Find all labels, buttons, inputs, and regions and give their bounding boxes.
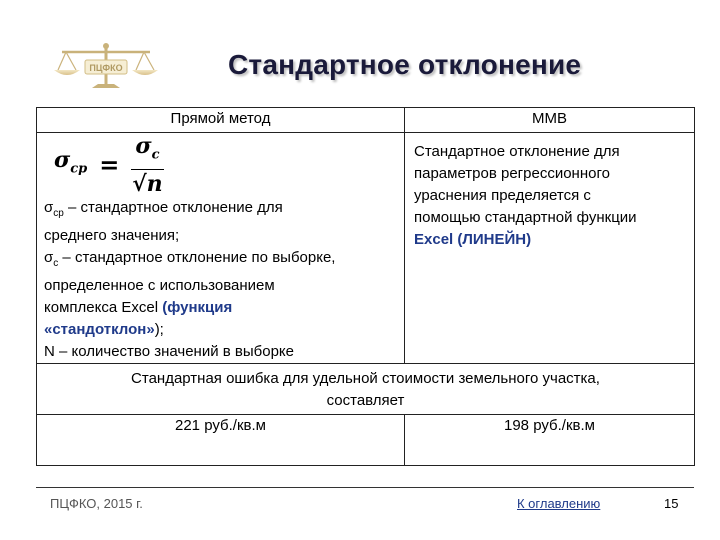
legend-line: комплекса Excel (функция — [44, 299, 233, 316]
footer-divider — [36, 487, 694, 488]
values-row — [37, 415, 695, 466]
formula-denominator: √n — [132, 171, 163, 198]
table-header-row — [37, 108, 695, 133]
footer-org: ПЦФКО, 2015 г. — [50, 496, 143, 511]
value-direct: 221 руб./кв.м — [37, 415, 405, 466]
header-mmv: ММВ — [405, 108, 695, 133]
formula-fraction — [131, 132, 163, 198]
formula-equals: = — [99, 150, 120, 179]
page-number: 15 — [664, 496, 679, 511]
formula-numerator: $\sigma_с$ — [131, 132, 163, 170]
toc-link[interactable]: К оглавлению — [517, 496, 601, 511]
legend-line: $\sigma_{ср}$ – стандартное отклонение для — [44, 199, 283, 219]
legend-line: $\sigma_с$ – стандартное отклонение по выборке, — [44, 249, 336, 269]
value-mmv: 198 руб./кв.м — [405, 415, 695, 466]
logo — [52, 40, 160, 96]
formula — [44, 133, 400, 197]
direct-method-cell — [37, 133, 405, 364]
mmv-line: параметров регрессионного — [414, 165, 610, 182]
table-body-row — [37, 133, 695, 364]
comparison-table — [36, 107, 695, 466]
mmv-line: урaснения пределяется с — [414, 187, 591, 204]
mmv-line: помощью стандартной функции — [414, 209, 637, 226]
formula-lhs: $\sigma_{ср}$ — [54, 147, 88, 177]
mmv-line-function: Excel (ЛИНЕЙН) — [414, 231, 532, 248]
slide-title: Стандартное отклонение — [228, 49, 582, 80]
mmv-cell — [405, 133, 695, 364]
scales-icon — [52, 40, 160, 96]
std-error-caption: Стандартная ошибка для удельной стоимости земельного участка, составляет — [37, 364, 695, 415]
header-direct-method: Прямой метод — [37, 108, 405, 133]
legend-line: N – количество значений в выборке — [44, 343, 294, 360]
mmv-line: Стандартное отклонение для — [414, 143, 620, 160]
merged-row — [37, 364, 695, 415]
logo-text: ПЦФКО — [89, 63, 123, 73]
legend-line: определенное с использованием — [44, 277, 275, 294]
legend-line: среднего значения; — [44, 227, 180, 244]
legend-line: «стандотклон»); — [44, 321, 164, 338]
